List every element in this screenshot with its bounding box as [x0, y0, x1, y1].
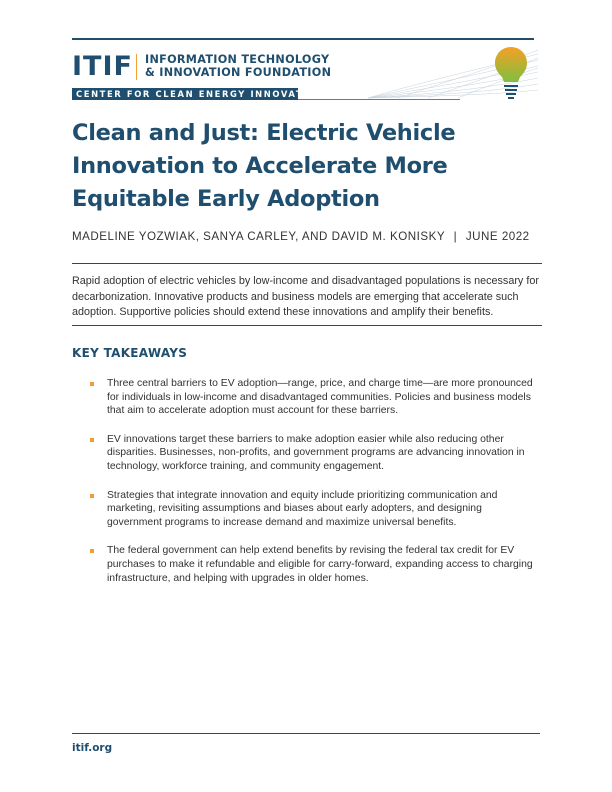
byline-separator: | [453, 230, 458, 243]
title-line: Innovation to Accelerate More [72, 153, 448, 179]
takeaway-text: EV innovations target these barriers to make adoption easier while also reducing other disparities. Businesses, non-profits, and government programs are advancing innovation in technology, workforce training, and community engagement. [107, 433, 525, 472]
logo-separator [136, 54, 137, 80]
publication-date: JUNE 2022 [465, 230, 530, 243]
bullet-icon [90, 494, 94, 498]
byline [72, 230, 530, 243]
bullet-icon [90, 438, 94, 442]
abstract-bottom-rule [72, 325, 542, 326]
abstract: Rapid adoption of electric vehicles by low-income and disadvantaged populations is necessary for decarbonization. Innovative products and business models are emerging that accelerate such adoption. Supportive policies should extend these innovations and amplify their benefits. [72, 275, 539, 318]
top-rule [72, 38, 534, 40]
header-rule [298, 99, 460, 100]
key-takeaways-heading: KEY TAKEAWAYS [72, 346, 188, 360]
bullet-icon [90, 382, 94, 386]
takeaway-item [90, 433, 534, 474]
authors: MADELINE YOZWIAK, SANYA CARLEY, AND DAVID M. KONISKY [72, 230, 445, 243]
takeaway-text: Strategies that integrate innovation and equity include prioritizing communication and marketing, revisiting assumptions and biases about early adopters, and designing government programs to increase demand and maximize universal benefits. [107, 489, 498, 528]
takeaway-item [90, 377, 534, 418]
org-name-line2: & INNOVATION FOUNDATION [145, 66, 332, 79]
org-name [145, 53, 331, 79]
footer-link[interactable]: itif.org [72, 742, 113, 754]
takeaway-item [90, 544, 534, 585]
footer-rule [72, 733, 540, 734]
report-title [72, 117, 512, 216]
abstract-top-rule [72, 263, 542, 264]
takeaway-text: Three central barriers to EV adoption—range, price, and charge time—are more pronounced for individuals in low-income and disadvantaged communities. Policies and business models that aim to accelerate adoption must account for these barriers. [107, 378, 533, 417]
itif-logo[interactable]: ITIF [72, 51, 133, 82]
lightbulb-icon [494, 46, 528, 102]
takeaway-item [90, 489, 534, 530]
bullet-icon [90, 549, 94, 553]
takeaway-text: The federal government can help extend benefits by revising the federal tax credit for EV purchases to make it refundable and eligible for carry-forward, expanding access to charging infrastructure, and helping with upgrades in older homes. [107, 545, 533, 584]
title-line: Equitable Early Adoption [72, 186, 380, 212]
center-name-bar: CENTER FOR CLEAN ENERGY INNOVATION [72, 88, 298, 100]
header [72, 48, 534, 104]
key-takeaways-list [90, 377, 534, 600]
org-name-line1: INFORMATION TECHNOLOGY [145, 53, 330, 66]
title-line: Clean and Just: Electric Vehicle [72, 120, 456, 146]
